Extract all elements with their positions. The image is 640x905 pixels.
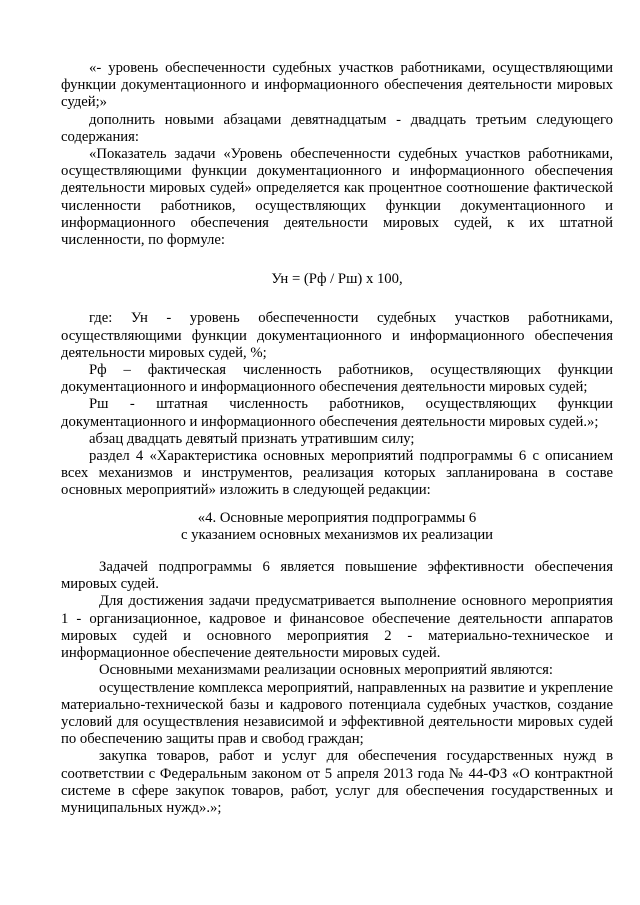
paragraph-measures: Для достижения задачи предусматривается выполнение основного мероприятия 1 - организационное, кадровое и финансовое обеспечение деятельности аппаратов мировых судей и основного мероприятия 2 - материально-техническое и информационное обеспечение деятельности мировых судей. <box>61 593 613 662</box>
paragraph-amendment-add: дополнить новыми абзацами девятнадцатым - двадцать третьим следующего содержания: <box>61 111 613 145</box>
paragraph-formula-rf: Рф – фактическая численность работников, осуществляющих функции документационного и информационного обеспечения деятельности мировых судей; <box>61 362 613 396</box>
section-heading-line1: «4. Основные мероприятия подпрограммы 6 <box>197 509 477 526</box>
paragraph-mechanism-2: закупка товаров, работ и услуг для обеспечения государственных нужд в соответствии с Федеральным законом от 5 апреля 2013 года № 44-ФЗ «О контрактной системе в сфере закупок товаров, работ, услуг для обеспечения государственных и муниципальных нужд».»; <box>61 748 613 816</box>
paragraph-repeal: абзац двадцать девятый признать утратившим силу; <box>89 430 415 447</box>
paragraph-formula-where-un: где: Ун - уровень обеспеченности судебных участков работниками, осуществляющими функции документационного и информационного обеспечения деятельности мировых судей, %; <box>61 310 613 361</box>
paragraph-formula-rsh: Рш - штатная численность работников, осуществляющих функции документационного и информационного обеспечения деятельности мировых судей.»; <box>61 396 613 430</box>
section-heading-line2: с указанием основных механизмов их реализации <box>180 526 494 543</box>
paragraph-mechanism-1: осуществление комплекса мероприятий, направленных на развитие и укрепление материально-технической базы и кадрового потенциала судебных участков, создание условий для осуществления независимой и эффективной деятельности мировых судей по обеспечению защиты прав и свобод граждан; <box>61 679 613 748</box>
paragraph-indicator-item: «- уровень обеспеченности судебных участков работниками, осуществляющими функции документационного и информационного обеспечения деятельности мировых судей;» <box>61 60 613 111</box>
paragraph-task: Задачей подпрограммы 6 является повышение эффективности обеспечения мировых судей. <box>61 559 613 593</box>
paragraph-section-replace: раздел 4 «Характеристика основных мероприятий подпрограммы 6 с описанием всех механизмов и инструментов, реализация которых запланирована в составе основных мероприятий» изложить в следующей редакции: <box>61 448 613 499</box>
paragraph-mechanisms-intro: Основными механизмами реализации основных мероприятий являются: <box>99 662 553 679</box>
paragraph-indicator-definition: «Показатель задачи «Уровень обеспеченности судебных участков работниками, осуществляющими функции документационного и информационного обеспечения деятельности мировых судей» определяется как процентное соотношение фактической численности работников, осуществляющих функции документационного и информационного обеспечения деятельности мировых судей, к их штатной численности, по формуле: <box>61 146 613 249</box>
document-page <box>61 60 613 817</box>
formula: Ун = (Рф / Рш) х 100, <box>271 271 403 288</box>
